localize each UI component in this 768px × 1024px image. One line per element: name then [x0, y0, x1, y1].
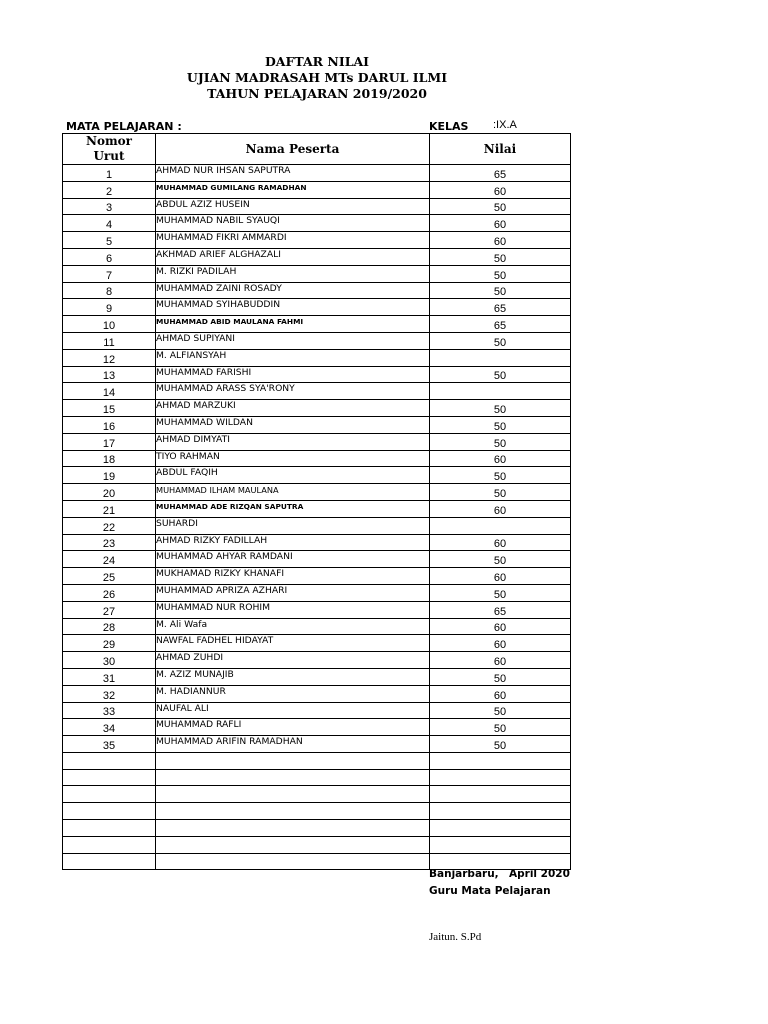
row-name: MUHAMMAD SYIHABUDDIN: [156, 299, 430, 316]
table-row: [63, 500, 571, 517]
table-row: [63, 484, 571, 501]
row-score: 50: [430, 332, 571, 349]
row-name: MUHAMMAD WILDAN: [156, 416, 430, 433]
table-row: [63, 467, 571, 484]
row-score: 60: [430, 652, 571, 669]
row-number: 19: [63, 467, 156, 484]
column-header-number-line1: Nomor: [86, 134, 132, 148]
grades-table: [62, 133, 571, 870]
row-number: 29: [63, 635, 156, 652]
row-name: SUHARDI: [156, 517, 430, 534]
row-score: 50: [430, 467, 571, 484]
row-name: AKHMAD ARIEF ALGHAZALI: [156, 248, 430, 265]
empty-cell: [430, 836, 571, 853]
row-number: 21: [63, 500, 156, 517]
table-row: [63, 215, 571, 232]
table-row: [63, 265, 571, 282]
row-score: 50: [430, 400, 571, 417]
empty-cell: [63, 853, 156, 870]
empty-cell: [430, 786, 571, 803]
row-score: 65: [430, 316, 571, 333]
row-score: 60: [430, 618, 571, 635]
row-score: 60: [430, 568, 571, 585]
row-name: AHMAD MARZUKI: [156, 400, 430, 417]
row-name: MUHAMMAD ARASS SYA'RONY: [156, 383, 430, 400]
table-row: [63, 668, 571, 685]
row-name: MUHAMMAD AHYAR RAMDANI: [156, 551, 430, 568]
row-name: MUHAMMAD RAFLI: [156, 719, 430, 736]
table-row: [63, 534, 571, 551]
empty-cell: [63, 752, 156, 769]
row-score: 50: [430, 433, 571, 450]
empty-cell: [156, 769, 430, 786]
empty-cell: [156, 820, 430, 837]
table-row: [63, 450, 571, 467]
table-row: [63, 635, 571, 652]
empty-table-row: [63, 752, 571, 769]
row-name: MUHAMMAD ILHAM MAULANA: [156, 484, 430, 501]
table-row: [63, 181, 571, 198]
signature-name: Jaitun. S.Pd: [429, 931, 482, 943]
row-score: 50: [430, 248, 571, 265]
row-score: 50: [430, 668, 571, 685]
row-number: 33: [63, 702, 156, 719]
table-row: [63, 584, 571, 601]
row-score: 50: [430, 551, 571, 568]
row-name: AHMAD ZUHDI: [156, 652, 430, 669]
table-row: [63, 299, 571, 316]
table-row: [63, 568, 571, 585]
row-name: MUHAMMAD APRIZA AZHARI: [156, 584, 430, 601]
row-number: 15: [63, 400, 156, 417]
row-score: 50: [430, 736, 571, 753]
row-name: AHMAD NUR IHSAN SAPUTRA: [156, 165, 430, 182]
row-score: 65: [430, 601, 571, 618]
row-number: 9: [63, 299, 156, 316]
document-subtitle-year: TAHUN PELAJARAN 2019/2020: [207, 86, 427, 101]
row-number: 12: [63, 349, 156, 366]
class-value: :IX.A: [493, 119, 517, 131]
row-number: 3: [63, 198, 156, 215]
row-number: 14: [63, 383, 156, 400]
table-row: [63, 433, 571, 450]
row-score: 60: [430, 685, 571, 702]
class-label: KELAS: [429, 120, 469, 133]
row-score: 65: [430, 165, 571, 182]
row-name: AHMAD RIZKY FADILLAH: [156, 534, 430, 551]
row-name: MUHAMMAD ADE RIZQAN SAPUTRA: [156, 500, 430, 517]
row-score: [430, 349, 571, 366]
table-row: [63, 601, 571, 618]
row-name: MUHAMMAD NABIL SYAUQI: [156, 215, 430, 232]
row-name: AHMAD DIMYATI: [156, 433, 430, 450]
table-row: [63, 248, 571, 265]
signature-date: April 2020: [509, 868, 570, 880]
row-name: M. ALFIANSYAH: [156, 349, 430, 366]
row-name: MUHAMMAD FARISHI: [156, 366, 430, 383]
table-row: [63, 400, 571, 417]
row-number: 26: [63, 584, 156, 601]
empty-cell: [430, 752, 571, 769]
row-number: 22: [63, 517, 156, 534]
row-number: 18: [63, 450, 156, 467]
row-number: 27: [63, 601, 156, 618]
column-header-score: Nilai: [430, 134, 571, 165]
row-score: 50: [430, 265, 571, 282]
row-score: 60: [430, 534, 571, 551]
empty-cell: [430, 769, 571, 786]
empty-cell: [156, 853, 430, 870]
table-row: [63, 416, 571, 433]
empty-cell: [156, 803, 430, 820]
empty-cell: [63, 820, 156, 837]
empty-table-row: [63, 820, 571, 837]
empty-cell: [430, 820, 571, 837]
document-subtitle-school: UJIAN MADRASAH MTs DARUL ILMI: [186, 70, 448, 85]
column-header-number-line2: Urut: [93, 149, 125, 163]
row-name: M. Ali Wafa: [156, 618, 430, 635]
row-name: MUHAMMAD GUMILANG RAMADHAN: [156, 181, 430, 198]
row-name: NAUFAL ALI: [156, 702, 430, 719]
row-number: 8: [63, 282, 156, 299]
table-row: [63, 282, 571, 299]
row-number: 11: [63, 332, 156, 349]
row-score: 60: [430, 215, 571, 232]
row-score: 50: [430, 366, 571, 383]
empty-table-row: [63, 836, 571, 853]
row-score: 50: [430, 484, 571, 501]
table-row: [63, 198, 571, 215]
table-row: [63, 652, 571, 669]
empty-cell: [63, 786, 156, 803]
table-row: [63, 719, 571, 736]
signature-role: Guru Mata Pelajaran: [429, 885, 551, 897]
row-name: MUHAMMAD ARIFIN RAMADHAN: [156, 736, 430, 753]
subject-label: MATA PELAJARAN :: [66, 120, 182, 133]
row-number: 25: [63, 568, 156, 585]
table-row: [63, 349, 571, 366]
row-score: 50: [430, 702, 571, 719]
row-score: 50: [430, 198, 571, 215]
row-number: 24: [63, 551, 156, 568]
empty-table-row: [63, 769, 571, 786]
row-number: 17: [63, 433, 156, 450]
row-name: MUHAMMAD ZAINI ROSADY: [156, 282, 430, 299]
row-number: 31: [63, 668, 156, 685]
row-score: 50: [430, 416, 571, 433]
table-row: [63, 383, 571, 400]
row-number: 34: [63, 719, 156, 736]
column-header-number: [63, 134, 156, 165]
row-number: 35: [63, 736, 156, 753]
row-number: 1: [63, 165, 156, 182]
row-number: 30: [63, 652, 156, 669]
row-score: 60: [430, 635, 571, 652]
empty-cell: [63, 803, 156, 820]
empty-cell: [430, 803, 571, 820]
empty-cell: [156, 752, 430, 769]
row-score: 60: [430, 500, 571, 517]
row-score: 50: [430, 584, 571, 601]
row-number: 20: [63, 484, 156, 501]
table-row: [63, 316, 571, 333]
row-score: [430, 517, 571, 534]
empty-table-row: [63, 803, 571, 820]
row-name: MUKHAMAD RIZKY KHANAFI: [156, 568, 430, 585]
row-number: 6: [63, 248, 156, 265]
row-name: MUHAMMAD FIKRI AMMARDI: [156, 232, 430, 249]
table-header-row: [63, 134, 571, 165]
row-number: 2: [63, 181, 156, 198]
row-name: ABDUL AZIZ HUSEIN: [156, 198, 430, 215]
row-name: MUHAMMAD NUR ROHIM: [156, 601, 430, 618]
empty-cell: [63, 769, 156, 786]
table-row: [63, 232, 571, 249]
table-row: [63, 618, 571, 635]
empty-cell: [156, 786, 430, 803]
row-score: 50: [430, 719, 571, 736]
document-title: DAFTAR NILAI: [264, 54, 370, 69]
row-number: 7: [63, 265, 156, 282]
table-row: [63, 685, 571, 702]
signature-place: Banjarbaru,: [429, 868, 499, 880]
row-score: [430, 383, 571, 400]
table-row: [63, 702, 571, 719]
column-header-name: Nama Peserta: [156, 134, 430, 165]
row-number: 5: [63, 232, 156, 249]
row-name: TIYO RAHMAN: [156, 450, 430, 467]
table-row: [63, 165, 571, 182]
row-name: M. RIZKI PADILAH: [156, 265, 430, 282]
row-number: 23: [63, 534, 156, 551]
row-name: NAWFAL FADHEL HIDAYAT: [156, 635, 430, 652]
row-name: M. AZIZ MUNAJIB: [156, 668, 430, 685]
row-score: 60: [430, 232, 571, 249]
row-number: 16: [63, 416, 156, 433]
empty-cell: [156, 836, 430, 853]
row-name: MUHAMMAD ABID MAULANA FAHMI: [156, 316, 430, 333]
row-score: 60: [430, 450, 571, 467]
row-number: 4: [63, 215, 156, 232]
empty-cell: [63, 836, 156, 853]
table-row: [63, 332, 571, 349]
row-number: 28: [63, 618, 156, 635]
row-number: 10: [63, 316, 156, 333]
row-score: 65: [430, 299, 571, 316]
row-name: AHMAD SUPIYANI: [156, 332, 430, 349]
table-row: [63, 366, 571, 383]
table-row: [63, 736, 571, 753]
row-score: 50: [430, 282, 571, 299]
table-row: [63, 551, 571, 568]
empty-table-row: [63, 786, 571, 803]
row-name: M. HADIANNUR: [156, 685, 430, 702]
table-row: [63, 517, 571, 534]
row-number: 32: [63, 685, 156, 702]
row-score: 60: [430, 181, 571, 198]
row-number: 13: [63, 366, 156, 383]
row-name: ABDUL FAQIH: [156, 467, 430, 484]
